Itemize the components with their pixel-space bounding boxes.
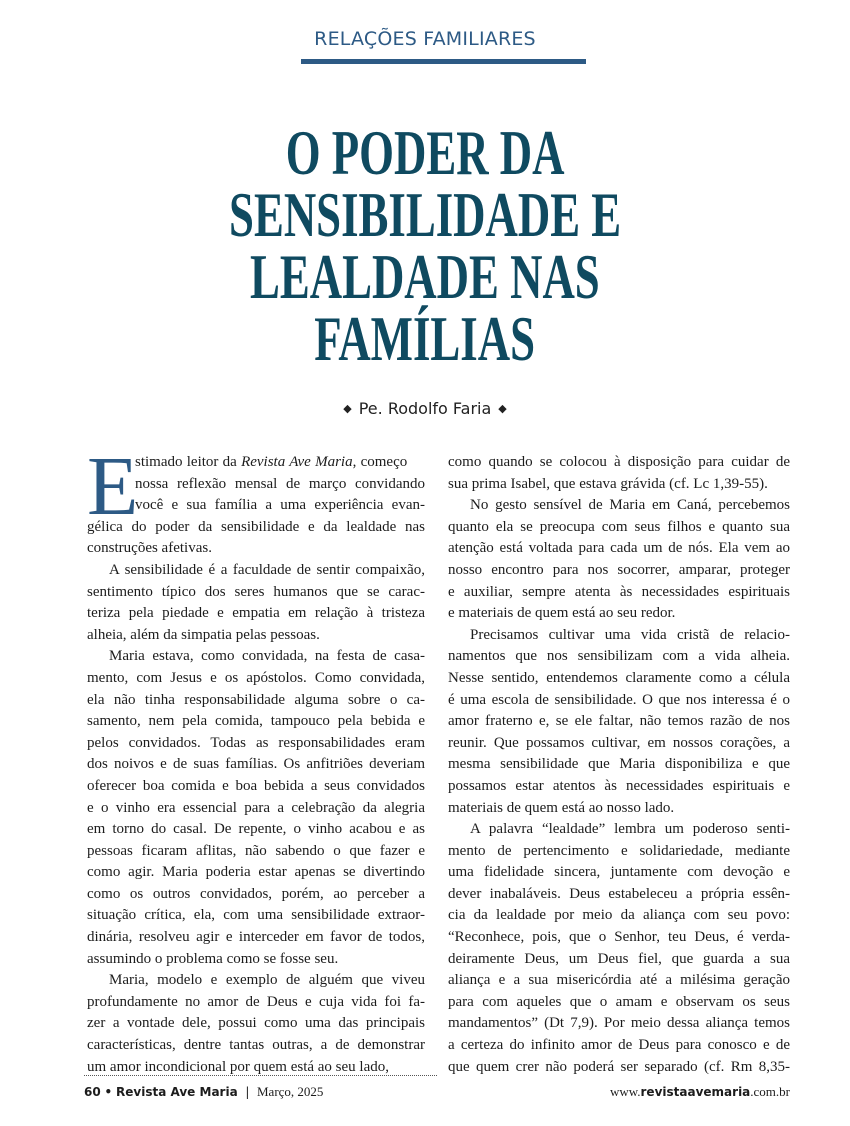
line-text: situação crítica, ela, com uma sensibilidade extraor- — [87, 907, 425, 924]
text-line — [448, 862, 790, 884]
text-line — [87, 711, 425, 733]
line-text: construções afetivas. — [87, 540, 212, 557]
line-text: oferecer boa comida e boa bebida a seus convidados — [87, 777, 425, 794]
line-text: A sensibilidade é a faculdade de sentir compaixão, — [109, 561, 425, 578]
diamond-icon: ◆ — [343, 402, 352, 415]
text-line — [448, 646, 790, 668]
text-line — [448, 690, 790, 712]
line-text: cia da lealdade por meio da aliança com seu povo: — [448, 907, 790, 924]
text-line — [448, 992, 790, 1014]
text-line — [87, 884, 425, 906]
footer-divider — [84, 1075, 437, 1076]
line-text: samento, nem pela comida, tampouco pela bebida e — [87, 713, 425, 730]
line-text: nosso encontro para nos socorrer, amparar, proteger — [448, 561, 790, 578]
page-number: 60 — [84, 1085, 101, 1099]
text-line — [448, 754, 790, 776]
line-text: mandamentos” (Dt 7,9). Por meio dessa aliança temos — [448, 1015, 790, 1032]
line-text: Nesse sentido, entendemos claramente como a célula — [448, 669, 790, 686]
text-line — [448, 798, 790, 820]
text-line — [87, 949, 425, 971]
line-text: materiais de quem está ao nosso lado. — [448, 799, 675, 816]
line-text: amor fraterno e, se ele faltar, não temos razão de nos — [448, 713, 790, 730]
text-line — [87, 798, 425, 820]
text-line — [87, 927, 425, 949]
text-line — [87, 560, 425, 582]
article-title — [0, 117, 850, 374]
line-text: aliança e a sua misericórdia até a milésima geração — [448, 972, 790, 989]
line-text: pessoas ficaram aflitas, não sabendo o que fazer e — [87, 842, 425, 859]
text-line — [448, 1013, 790, 1035]
line-text: No gesto sensível de Maria em Caná, percebemos — [470, 497, 790, 514]
line-text: a certeza do infinito amor de Deus para conosco e de — [448, 1037, 790, 1054]
text-line — [448, 711, 790, 733]
line-text: e o vinho era essencial para a celebração da alegria — [87, 799, 425, 816]
text-line — [87, 905, 425, 927]
text-line — [448, 452, 790, 474]
text-line — [448, 884, 790, 906]
text-line — [448, 733, 790, 755]
line-text: “Reconhece, pois, que o Senhor, teu Deus, é verda- — [448, 929, 790, 946]
diamond-icon: ◆ — [498, 402, 507, 415]
text-line — [87, 690, 425, 712]
left-column — [87, 440, 425, 1078]
text-line — [448, 819, 790, 841]
text-line — [448, 495, 790, 517]
text-line — [448, 582, 790, 604]
line-text: nossa reflexão mensal de março convidando — [135, 475, 425, 492]
line-text: como os outros convidados, porém, ao perceber a — [87, 885, 425, 902]
url-prefix: www. — [609, 1084, 641, 1099]
footer-separator: | — [245, 1085, 250, 1099]
text-line — [87, 841, 425, 863]
line-text: reunir. Que possamos cultivar, em nossos corações, a — [448, 734, 790, 751]
line-text: ela não tinha responsabilidade alguma sobre o ca- — [87, 691, 425, 708]
line-text: deiramente Deus, um Deus fiel, que guarda a sua — [448, 950, 790, 967]
line-text: alheia, além da simpatia pelas pessoas. — [87, 626, 320, 643]
url-domain: revistaavemaria — [640, 1085, 751, 1099]
line-text: mesma sensibilidade que Maria disponibiliza e que — [448, 756, 790, 773]
author-byline — [0, 399, 850, 418]
line-text: dever inabaláveis. Deus estabeleceu a própria essên- — [448, 885, 790, 902]
magazine-name: Revista Ave Maria — [116, 1085, 238, 1099]
text-line — [448, 474, 790, 496]
line-text: mento, com Jesus e os apóstolos. Como convidada, — [87, 669, 425, 686]
line-text: em torno do casal. De repente, o vinho acabou e as — [87, 821, 425, 838]
line-text: dinária, resolveu agir e interceder em favor de todos, — [87, 929, 425, 946]
line-text: uma fidelidade sincera, juntamente com devoção e — [448, 864, 790, 881]
text-line — [448, 949, 790, 971]
text-line — [87, 625, 425, 647]
line-text: Precisamos cultivar uma vida cristã de relacio- — [470, 626, 790, 643]
right-column — [448, 452, 790, 1078]
text-line — [87, 538, 425, 560]
line-text: dos noivos e de suas famílias. Os anfitriões deveriam — [87, 756, 425, 773]
line-text: e auxiliar, sempre atenta às necessidades espirituais — [448, 583, 790, 600]
line-text: você e sua família a uma experiência evan- — [135, 497, 425, 514]
title-line: LEALDADE NAS — [250, 241, 600, 312]
line-text: atenção está voltada para cada um de nós. Ela vem ao — [448, 540, 790, 557]
section-heading: RELAÇÕES FAMILIARES — [314, 28, 536, 50]
line-text: para com aqueles que o amam e observam os seus — [448, 993, 790, 1010]
text-line — [448, 776, 790, 798]
line-text: é uma escola de sensibilidade. O que nos interessa é o — [448, 691, 790, 708]
text-line — [87, 819, 425, 841]
text-line — [87, 1013, 425, 1035]
author-name: Pe. Rodolfo Faria — [358, 399, 492, 418]
line-text: características, dentre tantas outras, a de demonstrar — [87, 1037, 425, 1054]
line-text: que quem crer não poderá ser separado (cf. Rm 8,35- — [448, 1058, 790, 1075]
line-text: zer a vontade dele, possui como uma das principais — [87, 1015, 425, 1032]
footer-bullet: • — [104, 1085, 113, 1099]
line-text: como quando se colocou à disposição para cuidar de — [448, 454, 790, 470]
text-line — [87, 603, 425, 625]
text-line — [448, 538, 790, 560]
line-text: assumindo o problema como se fosse seu. — [87, 950, 339, 967]
text-line — [87, 1035, 425, 1057]
line-text: e materiais de quem está ao seu redor. — [448, 605, 676, 622]
line-text: como agir. Maria poderia estar apenas se divertindo — [87, 864, 425, 881]
line-text: mento de pertencimento e solidariedade, mediante — [448, 842, 790, 859]
line-text: um amor incondicional por quem está ao seu lado, — [87, 1058, 389, 1075]
line-text: pelos convidados. Todas as responsabilidades eram — [87, 734, 425, 751]
text-line — [87, 776, 425, 798]
website-url[interactable] — [610, 1084, 790, 1100]
text-line — [448, 1035, 790, 1057]
line-text: teriza pela piedade e empatia em relação à tristeza — [87, 605, 425, 622]
line-text: Maria, modelo e exemplo de alguém que viveu — [109, 972, 425, 989]
text-line — [448, 603, 790, 625]
line-text: , começo — [352, 454, 408, 470]
text-line — [448, 1057, 790, 1079]
line-text: gélica do poder da sensibilidade e da lealdade nas — [87, 518, 425, 535]
line-text: possamos estar atentos às necessidades espirituais e — [448, 777, 790, 794]
text-line — [87, 733, 425, 755]
issue-date: Março, 2025 — [257, 1084, 324, 1099]
text-line — [87, 992, 425, 1014]
line-text: stimado leitor da — [135, 454, 242, 470]
title-line: O PODER DA — [285, 117, 565, 188]
drop-cap: E — [87, 440, 139, 533]
title-line: FAMÍLIAS — [314, 303, 536, 374]
text-line — [448, 841, 790, 863]
line-text: sentimento típico dos seres humanos que se carac- — [87, 583, 425, 600]
line-text: profundamente no amor de Deus e cuja vida foi fa- — [87, 993, 425, 1010]
text-line — [448, 517, 790, 539]
line-text: sua prima Isabel, que estava grávida (cf. Lc 1,39-55). — [448, 475, 768, 492]
line-text: Maria estava, como convidada, na festa de casa- — [109, 648, 425, 665]
text-line — [448, 905, 790, 927]
text-line — [87, 582, 425, 604]
text-line — [87, 754, 425, 776]
text-line — [448, 625, 790, 647]
text-line — [87, 862, 425, 884]
text-line — [448, 927, 790, 949]
text-line — [448, 668, 790, 690]
text-line — [448, 970, 790, 992]
section-underline — [301, 59, 586, 64]
magazine-title-italic: Revista Ave Maria — [241, 454, 353, 470]
text-line — [448, 560, 790, 582]
text-line — [87, 646, 425, 668]
text-line — [87, 668, 425, 690]
line-text: namentos que nos sensibilizam com a vida alheia. — [448, 648, 790, 665]
line-text: quanto ela se preocupa com seus filhos e quanto sua — [448, 518, 790, 535]
url-suffix: .com.br — [750, 1084, 790, 1099]
text-line — [87, 970, 425, 992]
footer-left — [84, 1084, 323, 1100]
line-text: A palavra “lealdade” lembra um poderoso senti- — [470, 821, 790, 838]
title-line: SENSIBILIDADE E — [228, 179, 622, 250]
